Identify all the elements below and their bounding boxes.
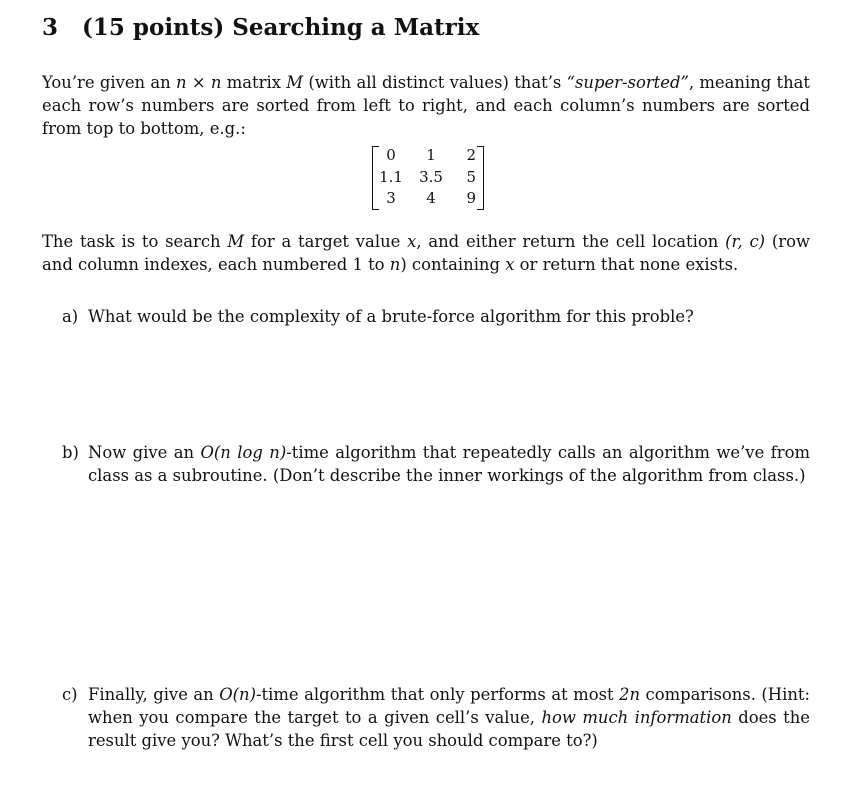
- intro-text: matrix: [221, 73, 287, 92]
- question-c: [62, 683, 810, 752]
- question-label: a): [62, 307, 79, 326]
- matrix-cell: 3: [386, 189, 396, 207]
- task-text: (row and column indexes, each numbered 1 to: [42, 232, 810, 274]
- math-n-log-n: O(n log n): [200, 443, 287, 462]
- math-o-n: O(n): [219, 685, 256, 704]
- question-text-part: does the result give you? What’s the first cell you should compare to?): [88, 708, 810, 750]
- matrix-cell: 4: [426, 189, 436, 207]
- task-text: , and either return the cell location: [416, 232, 726, 251]
- task-text: The task is to search: [42, 232, 228, 251]
- math-n-by-n: n × n: [176, 73, 222, 92]
- section-title: (15 points) Searching a Matrix: [82, 14, 480, 41]
- math-cell-location: (r, c): [725, 232, 766, 251]
- math-n: n: [389, 255, 401, 274]
- task-text: for a target value: [244, 232, 408, 251]
- question-text: [88, 441, 810, 487]
- matrix-cell: 3.5: [419, 168, 443, 186]
- matrix-cell: 2: [466, 146, 476, 164]
- example-matrix: [372, 144, 484, 210]
- math-matrix-m: M: [227, 232, 245, 251]
- matrix-right-bracket: [477, 146, 484, 210]
- question-text-part: -time algorithm that only performs at most: [255, 685, 620, 704]
- question-a: [62, 305, 810, 328]
- question-label: c): [62, 685, 78, 704]
- section-heading: [42, 14, 479, 41]
- question-text: What would be the complexity of a brute-force algorithm for this proble?: [88, 307, 694, 326]
- question-b: [62, 441, 810, 487]
- super-sorted-term: “super-sorted”: [566, 73, 689, 92]
- math-2n: 2n: [619, 685, 641, 704]
- matrix-cell: 1.1: [379, 168, 403, 186]
- task-text: or return that none exists.: [514, 255, 739, 274]
- matrix-row: [380, 146, 476, 168]
- question-label: b): [62, 443, 79, 462]
- task-paragraph: [42, 230, 810, 276]
- question-text-part: Finally, give an: [88, 685, 220, 704]
- matrix-cell: 1: [426, 146, 436, 164]
- math-matrix-m: M: [286, 73, 304, 92]
- matrix-cell: 0: [386, 146, 396, 164]
- intro-paragraph: [42, 71, 810, 140]
- matrix-row: [380, 168, 476, 190]
- matrix-cell: 9: [466, 189, 476, 207]
- matrix-row: [380, 189, 476, 211]
- question-text: [88, 683, 810, 752]
- math-x: x: [505, 255, 515, 274]
- intro-text: You’re given an: [42, 73, 177, 92]
- math-x: x: [407, 232, 417, 251]
- question-text-part: -time algorithm that repeatedly calls an algorithm we’ve from class as a subroutine. (Don’t describe the inner workings of the algorithm from class.): [88, 443, 810, 485]
- emphasis-text: how much information: [541, 708, 732, 727]
- section-number: 3: [42, 14, 59, 41]
- intro-text: , meaning that each row’s numbers are sorted from left to right, and each column’s numbers are sorted from top to bottom, e.g.:: [42, 73, 810, 138]
- intro-text: (with all distinct values) that’s: [303, 73, 567, 92]
- task-text: ) containing: [400, 255, 506, 274]
- matrix-cell: 5: [466, 168, 476, 186]
- question-text-part: Now give an: [88, 443, 201, 462]
- question-text-part: comparisons. (Hint: when you compare the target to a given cell’s value,: [88, 685, 810, 727]
